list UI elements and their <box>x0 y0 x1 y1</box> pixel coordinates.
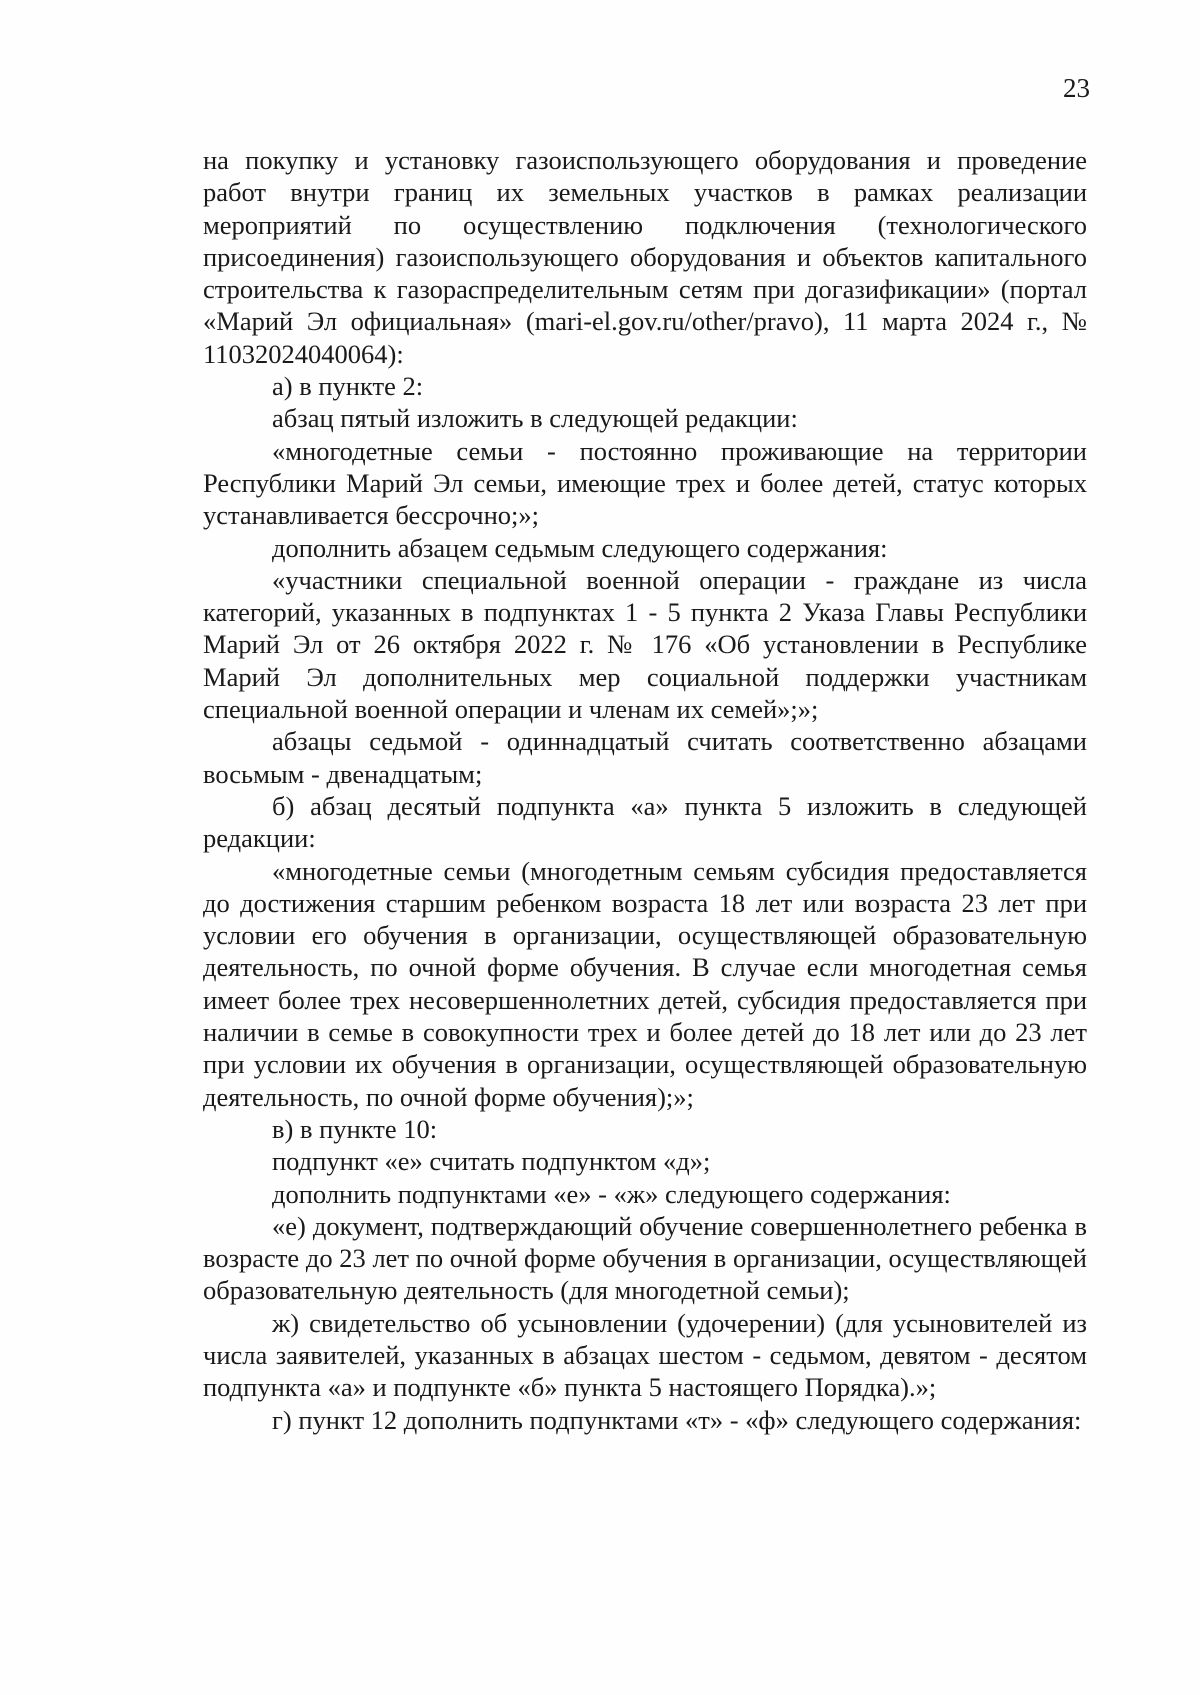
paragraph-item-b: б) абзац десятый подпункта «а» пункта 5 изложить в следующей редакции: <box>203 790 1087 854</box>
paragraph-quote-subitem-zh: ж) свидетельство об усыновлении (удочерении) (для усыновителей из числа заявителей, указанных в абзацах шестом - седьмом, девятом - десятом подпункта «а» и подпункте «б» пункта 5 настоящего Порядка).»; <box>203 1307 1087 1403</box>
paragraph-quote-subitem-e: «е) документ, подтверждающий обучение совершеннолетнего ребенка в возрасте до 23 лет по очной форме обучения в организации, осуществляющей образовательную деятельность (для многодетной семьи); <box>203 1210 1087 1306</box>
document-body <box>203 144 1087 1436</box>
paragraph-quote-large-families: «многодетные семьи - постоянно проживающие на территории Республики Марий Эл семьи, имеющие трех и более детей, статус которых устанавливается бессрочно;»; <box>203 435 1087 531</box>
paragraph-item-v: в) в пункте 10: <box>272 1113 438 1144</box>
paragraph-quote-subsidy: «многодетные семьи (многодетным семьям субсидия предоставляется до достижения старшим ребенком возраста 18 лет или возраста 23 лет при условии его обучения в организации, осуществляющей образовательную деятельность, по очной форме обучения. В случае если многодетная семья имеет более трех несовершеннолетних детей, субсидия предоставляется при наличии в семье в совокупности трех и более детей до 18 лет или до 23 лет при условии их обучения в организации, осуществляющей образовательную деятельность, по очной форме обучения);»; <box>203 855 1087 1112</box>
paragraph-subitem-e-to-d: подпункт «е» считать подпунктом «д»; <box>272 1146 711 1177</box>
page-number: 23 <box>1063 73 1090 103</box>
paragraph-renumber-abzacs: абзацы седьмой - одиннадцатый считать соответственно абзацами восьмым - двенадцатым; <box>203 726 1087 789</box>
paragraph-add-subitems-e-zh: дополнить подпунктами «е» - «ж» следующего содержания: <box>272 1178 951 1209</box>
paragraph-amend-fifth-abzac: абзац пятый изложить в следующей редакции: <box>272 403 798 434</box>
paragraph-item-a: а) в пункте 2: <box>272 371 424 402</box>
paragraph-add-seventh-abzac: дополнить абзацем седьмым следующего содержания: <box>272 532 888 563</box>
paragraph-quote-svo-participants: «участники специальной военной операции - граждане из числа категорий, указанных в подпунктах 1 - 5 пункта 2 Указа Главы Республики Марий Эл от 26 октября 2022 г. № 176 «Об установлении в Республике Марий Эл дополнительных мер социальной поддержки участникам специальной военной операции и членам их семей»;»; <box>203 564 1087 725</box>
paragraph-intro-continuation: на покупку и установку газоиспользующего оборудования и проведение работ внутри границ их земельных участков в рамках реализации мероприятий по осуществлению подключения (технологического присоединения) газоиспользующего оборудования и объектов капитального строительства к газораспределительным сетям при догазификации» (портал «Марий Эл официальная» (mari-el.gov.ru/other/pravo), 11 марта 2024 г., № 11032024040064): <box>203 145 1087 369</box>
paragraph-item-g: г) пункт 12 дополнить подпунктами «т» - «ф» следующего содержания: <box>272 1404 1082 1435</box>
